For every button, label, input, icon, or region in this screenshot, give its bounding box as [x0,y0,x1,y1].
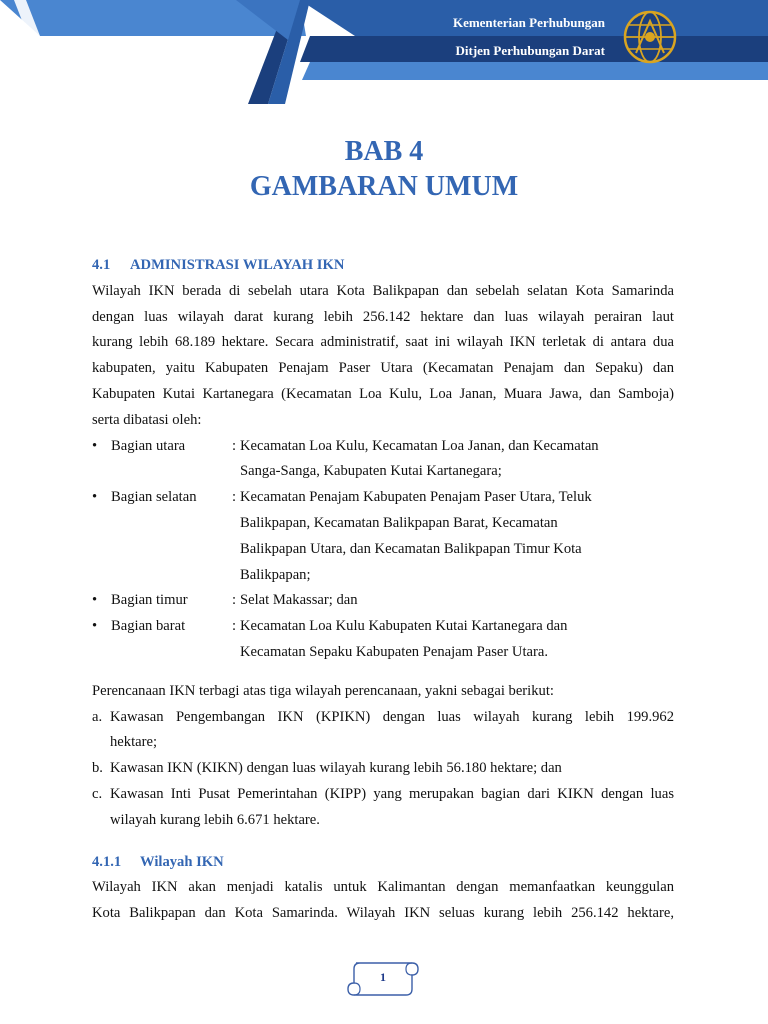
border-line: Kecamatan Loa Kulu Kabupaten Kutai Kartanegara dan [240,618,568,635]
subsection-title: Wilayah IKN [140,853,224,870]
paragraph-line: dengan luas wilayah darat kurang lebih 256.142 hektare dan luas wilayah perairan laut [92,308,674,325]
list-letter: b. [92,760,103,777]
border-line: Sanga-Sanga, Kabupaten Kutai Kartanegara; [240,463,502,480]
border-line: Balikpapan Utara, dan Kecamatan Balikpapan Timur Kota [240,540,582,557]
spacer [92,834,674,850]
planning-list [92,705,674,834]
border-item-south [92,485,674,588]
planning-line: Kawasan Inti Pusat Pemerintahan (KIPP) yang merupakan bagian dari KIKN dengan luas [110,785,674,802]
paragraph-line: Wilayah IKN akan menjadi katalis untuk Kalimantan dengan memanfaatkan keunggulan [92,879,674,896]
colon: : [232,437,237,454]
border-line: Kecamatan Loa Kulu, Kecamatan Loa Janan, dan Kecamatan [240,437,599,454]
border-description [240,614,674,666]
intro-paragraph [92,279,674,434]
bullet-icon: • [92,489,98,506]
border-item-west [92,614,674,666]
border-term: Bagian utara [111,437,186,454]
border-line: Kecamatan Penajam Kabupaten Penajam Paser Utara, Teluk [240,489,592,506]
paragraph-line: Kabupaten Kutai Kartanegara (Kecamatan Loa Kulu, Loa Janan, Muara Jawa, dan Samboja) [92,385,674,402]
page-header [0,0,768,110]
planning-text [110,705,674,757]
border-term: Bagian barat [111,618,186,635]
paragraph-line: serta dibatasi oleh: [92,411,202,428]
border-line: Selat Makassar; dan [240,592,358,609]
section-heading [92,253,674,279]
planning-line: Kawasan IKN (KIKN) dengan luas wilayah kurang lebih 56.180 hektare; dan [110,760,562,777]
paragraph-line: kabupaten, yaitu Kabupaten Penajam Paser Utara (Kecamatan Penajam dan Sepaku) dan [92,360,674,377]
planning-intro: Perencanaan IKN terbagi atas tiga wilayah perencanaan, yakni sebagai berikut: [92,682,554,699]
planning-line: Kawasan Pengembangan IKN (KPIKN) dengan luas wilayah kurang lebih 199.962 [110,708,674,725]
page-number: 1 [380,970,386,984]
planning-line: wilayah kurang lebih 6.671 hektare. [110,811,320,828]
subsection-number: 4.1.1 [92,853,122,870]
list-letter: c. [92,785,103,802]
border-term: Bagian selatan [111,489,197,506]
border-line: Balikpapan; [240,566,311,583]
colon: : [232,489,237,506]
chapter-title [0,134,768,204]
paragraph-line: kurang lebih 68.189 hektare. Secara administratif, saat ini wilayah IKN terletak di antara dua [92,334,674,351]
border-line: Balikpapan, Kecamatan Balikpapan Barat, Kecamatan [240,514,558,531]
list-letter: a. [92,708,103,725]
section-title: ADMINISTRASI WILAYAH IKN [130,257,345,273]
border-item-east [92,588,674,614]
ministry-name: Kementerian Perhubungan [452,15,605,30]
border-description [240,588,674,614]
planning-item [92,756,674,782]
subsection-heading [92,850,674,876]
bullet-icon: • [92,618,98,635]
bullet-icon: • [92,437,98,454]
planning-item [92,782,674,834]
page-number-scroll [346,955,420,1003]
planning-text [110,782,674,834]
subsection-paragraph [92,875,674,927]
planning-text [110,756,674,782]
chapter-number: BAB 4 [344,136,424,167]
planning-line: hektare; [110,734,157,751]
section-number: 4.1 [92,257,111,273]
chapter-name: GAMBARAN UMUM [249,171,519,202]
document-body [92,253,674,927]
paragraph-line: Kota Balikpapan dan Kota Samarinda. Wilayah IKN seluas kurang lebih 256.142 hektare, [92,905,674,922]
border-line: Kecamatan Sepaku Kabupaten Penajam Paser Utara. [240,643,548,660]
planning-item [92,705,674,757]
border-description [240,485,674,588]
spacer [92,666,674,679]
colon: : [232,592,237,609]
colon: : [232,618,237,635]
bullet-icon: • [92,592,98,609]
border-description [240,434,674,486]
border-term: Bagian timur [111,592,188,609]
border-list [92,434,674,666]
paragraph-line: Wilayah IKN berada di sebelah utara Kota Balikpapan dan sebelah selatan Kota Samarinda [92,282,674,299]
ministry-logo-icon [622,9,678,65]
border-item-north [92,434,674,486]
directorate-name: Ditjen Perhubungan Darat [455,43,605,58]
